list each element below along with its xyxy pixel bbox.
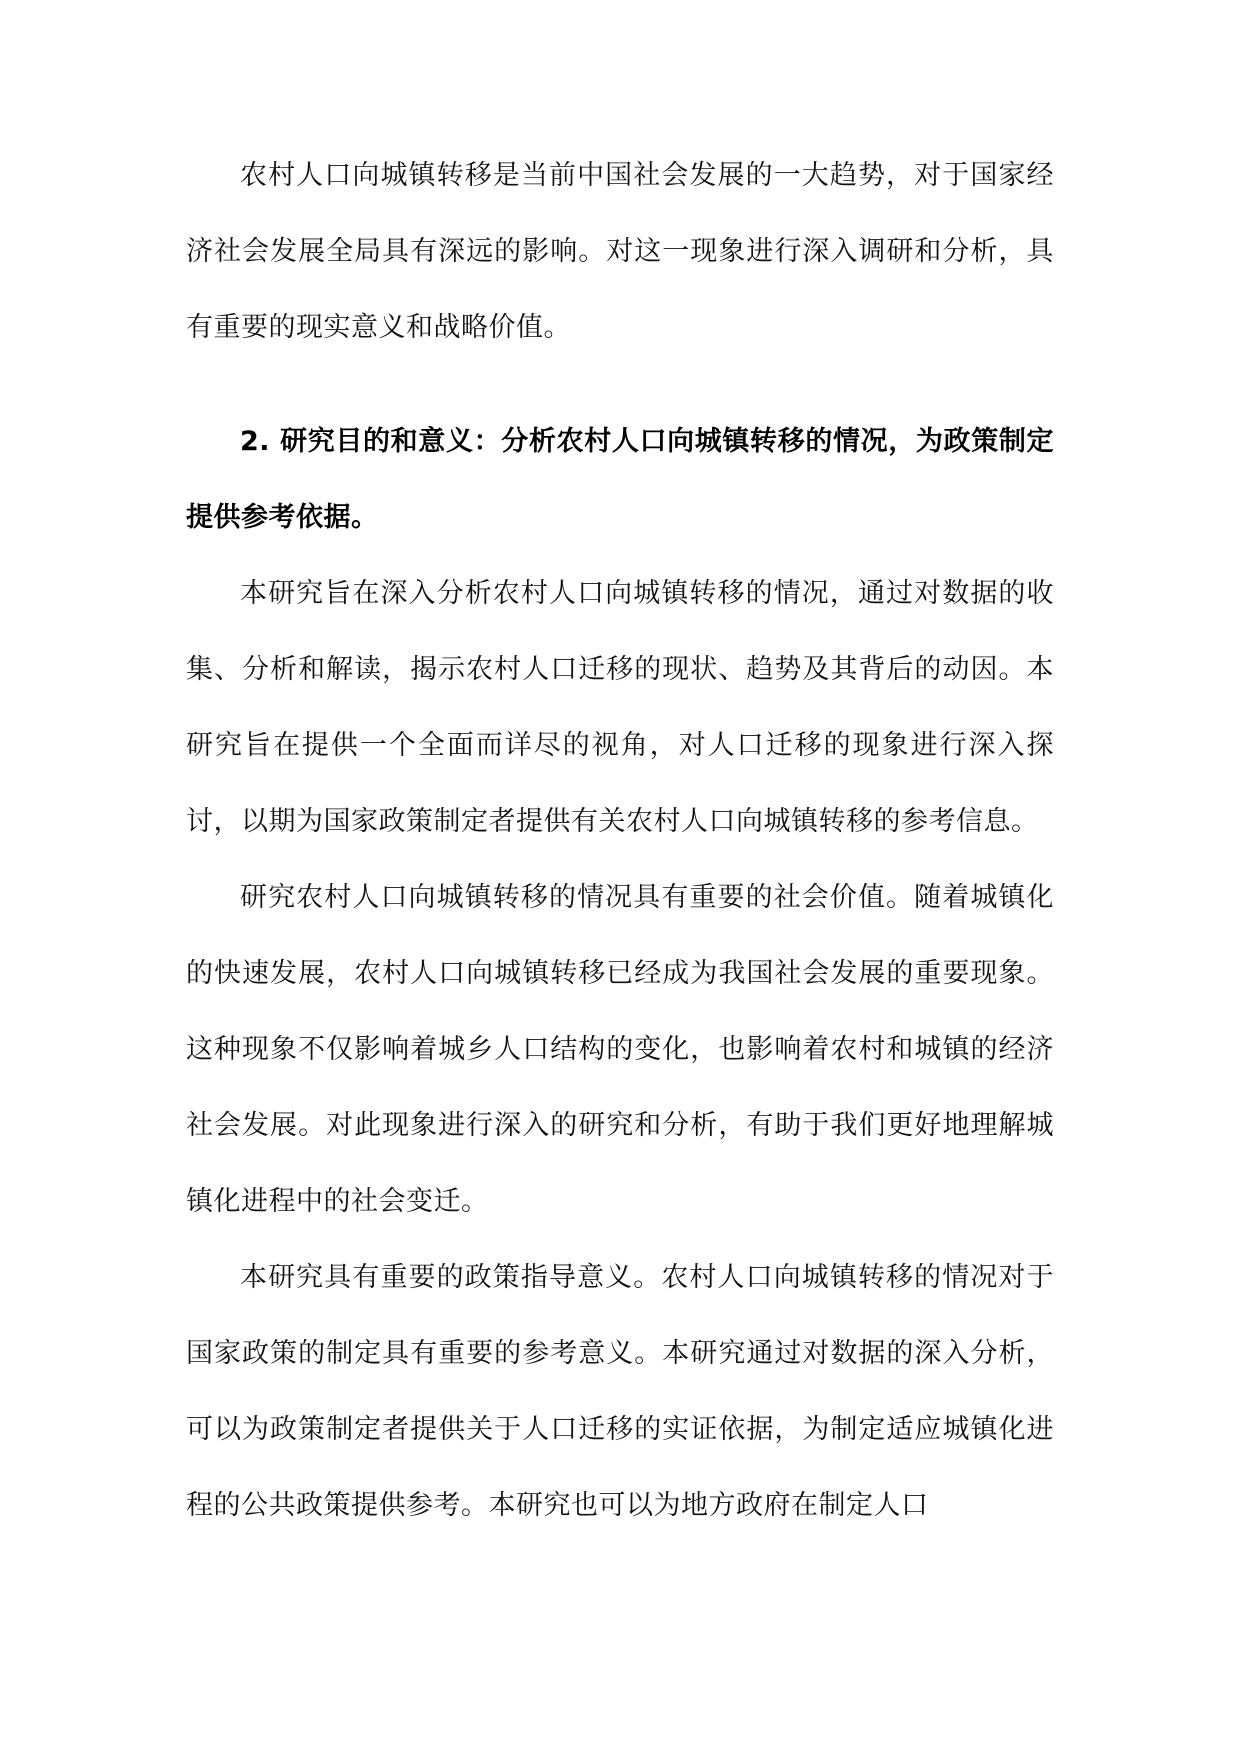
social-value-paragraph: 研究农村人口向城镇转移的情况具有重要的社会价值。随着城镇化的快速发展，农村人口向城镇转移已经成为我国社会发展的重要现象。这种现象不仅影响着城乡人口结构的变化，也影响着农村和城镇的经济社会发展。对此现象进行深入的研究和分析，有助于我们更好地理解城镇化进程中的社会变迁。 bbox=[186, 882, 1054, 1217]
purpose-paragraph: 本研究旨在深入分析农村人口向城镇转移的情况，通过对数据的收集、分析和解读，揭示农村人口迁移的现状、趋势及其背后的动因。本研究旨在提供一个全面而详尽的视角，对人口迁移的现象进行深入探讨，以期为国家政策制定者提供有关农村人口向城镇转移的参考信息。 bbox=[186, 578, 1054, 837]
policy-paragraph: 本研究具有重要的政策指导意义。农村人口向城镇转移的情况对于国家政策的制定具有重要的参考意义。本研究通过对数据的深入分析，可以为政策制定者提供关于人口迁移的实证依据，为制定适应城镇化进程的公共政策提供参考。本研究也可以为地方政府在制定人口 bbox=[186, 1262, 1054, 1521]
body-text bbox=[186, 138, 1054, 1544]
intro-paragraph: 农村人口向城镇转移是当前中国社会发展的一大趋势，对于国家经济社会发展全局具有深远的影响。对这一现象进行深入调研和分析，具有重要的现实意义和战略价值。 bbox=[186, 160, 1054, 343]
section-heading: 2. 研究目的和意义：分析农村人口向城镇转移的情况，为政策制定提供参考依据。 bbox=[186, 426, 1054, 533]
